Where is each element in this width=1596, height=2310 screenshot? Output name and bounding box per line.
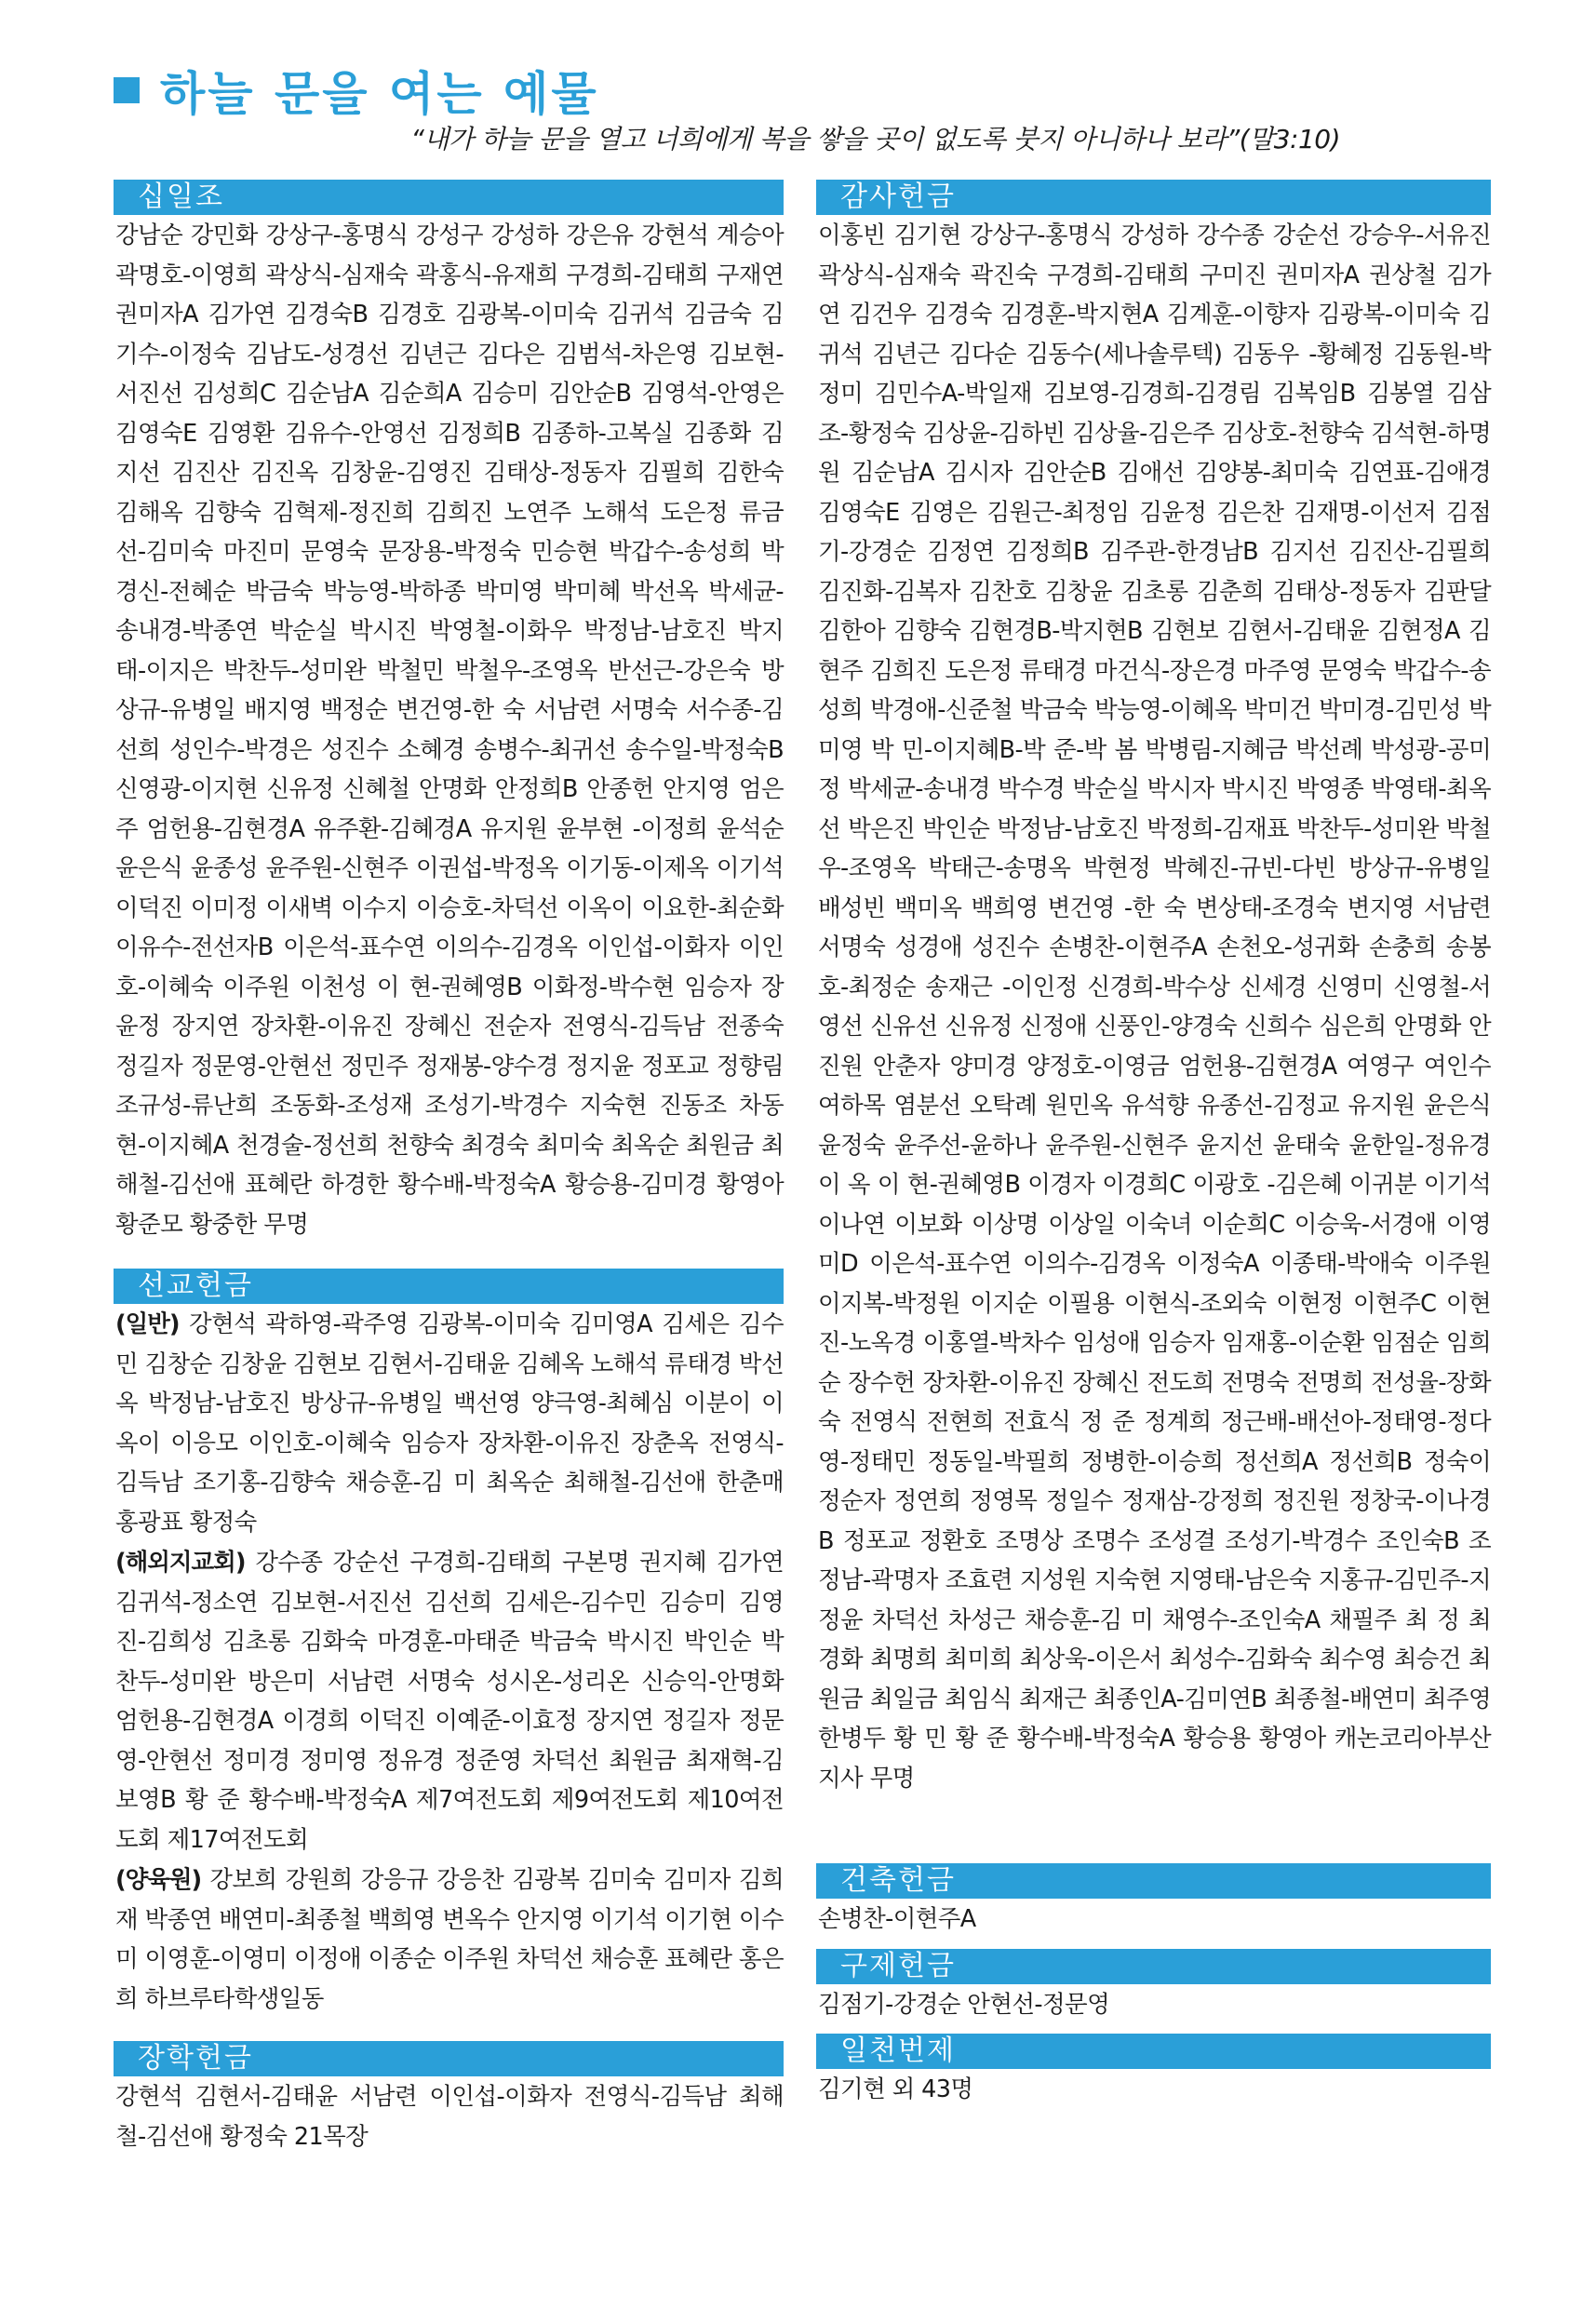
mission-nursing-block [114,1860,784,2019]
spacer [816,1798,1491,1863]
spacer [816,2024,1491,2034]
title-square-icon [114,77,140,103]
mission-overseas-names: 강수종 강순선 구경희-김태희 구본명 권지혜 김가연 김귀석-정소연 김보현-서진선 김선희 김세은-김수민 김승미 김영진-김희성 김초롱 김화숙 마경훈-마태준 박금숙 박시진 박인순 박찬두-성미완 방은미 서남련 서명숙 성시온-성리온 신승익-안명화 엄헌용-김현경A 이경희 이덕진 이예준-이효정 장지연 정길자 정문영-안현선 정미경 정미영 정유경 정준영 차덕선 최원금 최재혁-김보영B 황 준 황수배-박정숙A 제7여전도회 제9여전도회 제10여전도회 제17여전도회 [115,1549,784,1854]
thanks-names: 이홍빈 김기현 강상구-홍명식 강성하 강수종 강순선 강승우-서유진 곽상식-심재숙 곽진숙 구경희-김태희 구미진 권미자A 권상철 김가연 김건우 김경숙 김경훈-박지현A 김계훈-이향자 김광복-이미숙 김귀석 김년근 김다순 김동수(세나솔루텍) 김동우 -황혜정 김동원-박정미 김민수A-박일재 김보영-김경희-김경림 김복임B 김봉열 김삼조-황정숙 김상윤-김하빈 김상율-김은주 김상호-천향숙 김석현-하명원 김순남A 김시자 김안순B 김애선 김양봉-최미숙 김연표-김애경 김영숙E 김영은 김원근-최정임 김윤정 김은찬 김재명-이선저 김점기-강경순 김정연 김정희B 김주관-한경남B 김지선 김진산-김필희 김진화-김복자 김찬호 김창윤 김초롱 김춘희 김태상-정동자 김판달 김한아 김향숙 김현경B-박지현B 김현보 김현서-김태윤 김현정A 김현주 김희진 도은정 류태경 마건식-장은경 마주영 문영숙 박갑수-송성희 박경애-신준철 박금숙 박능영-이혜옥 박미건 박미경-김민성 박미영 박 민-이지혜B-박 준-박 봄 박병림-지혜금 박선례 박성광-공미정 박세균-송내경 박수경 박순실 박시자 박시진 박영종 박영태-최옥선 박은진 박인순 박정남-남호진 박정희-김재표 박찬두-성미완 박철우-조영옥 박태근-송명옥 박현정 박혜진-규빈-다빈 방상규-유병일 배성빈 백미옥 백희영 변건영 -한 숙 변상태-조경숙 변지영 서남련 서명숙 성경애 성진수 손병찬-이현주A 손천오-성귀화 손충희 송봉호-최정순 송재근 -이인정 신경희-박수상 신세경 신영미 신영철-서영선 신유선 신유정 신정애 신풍인-양경숙 신희수 심은희 안명화 안진원 안춘자 양미경 양정호-이영금 엄헌용-김현경A 여영구 여인수 여하목 염분선 오탁례 원민옥 유석향 유종선-김정교 유지원 윤은식 윤정숙 윤주선-윤하나 윤주원-신현주 윤지선 윤태숙 윤한일-정유경 이 옥 이 현-권혜영B 이경자 이경희C 이광호 -김은혜 이귀분 이기석 이나연 이보화 이상명 이상일 이숙녀 이순희C 이승욱-서경애 이영미D 이은석-표수연 이의수-김경옥 이정숙A 이종태-박애숙 이주원 이지복-박정원 이지순 이필용 이현식-조외숙 이현정 이현주C 이현진-노옥경 이홍열-박차수 임성애 임승자 임재홍-이순환 임점순 임희순 장수헌 장차환-이유진 장혜신 전도희 전명숙 전명희 전성율-장화숙 전영식 전현희 전효식 정 준 정계희 정근배-배선아-정태영-정다영-정태민 정동일-박필희 정병한-이승희 정선희A 정선희B 정숙이 정순자 정연희 정영목 정일수 정재삼-강정희 정진원 정창국-이나경B 정포교 정환호 조명상 조명수 조성결 조성기-박경수 조인숙B 조정남-곽명자 조효련 지성원 지숙현 지영태-남은숙 지홍규-김민주-지정윤 차덕선 차성근 채승훈-김 미 채영수-조인숙A 채필주 최 정 최경화 최명희 최미희 최상욱-이은서 최성수-김화숙 최수영 최승건 최원금 최일금 최임식 최재근 최종인A-김미연B 최종철-배연미 최주영 한병두 황 민 황 준 황수배-박정숙A 황승용 황영아 캐논코리아부산지사 무명 [818,222,1491,1793]
mission-overseas-tag: (해외지교회) [115,1549,246,1577]
spacer [114,2019,784,2041]
mission-general-names: 강현석 곽하영-곽주영 김광복-이미숙 김미영A 김세은 김수민 김창순 김창윤 김현보 김현서-김태윤 김혜옥 노해석 류태경 박선옥 박정남-남호진 방상규-유병일 백선영 양극영-최혜심 이분이 이옥이 이응모 이인호-이혜숙 임승자 장차환-이유진 장춘옥 전영식-김득남 조기홍-김향숙 채승훈-김 미 최옥순 최해철-김선애 한춘매 홍광표 황정숙 [115,1310,784,1537]
tithe-names: 강남순 강민화 강상구-홍명식 강성구 강성하 강은유 강현석 계승아 곽명호-이영희 곽상식-심재숙 곽홍식-유재희 구경희-김태희 구재연 권미자A 김가연 김경숙B 김경호 김광복-이미숙 김귀석 김금숙 김기수-이정숙 김남도-성경선 김년근 김다은 김범석-차은영 김보현-서진선 김성희C 김순남A 김순희A 김승미 김안순B 김영석-안영은 김영숙E 김영환 김유수-안영선 김정희B 김종하-고복실 김종화 김지선 김진산 김진옥 김창윤-김영진 김태상-정동자 김필희 김한숙 김해옥 김향숙 김혁제-정진희 김희진 노연주 노해석 도은정 류금선-김미숙 마진미 문영숙 문장용-박정숙 민승현 박갑수-송성희 박경신-전혜순 박금숙 박능영-박하종 박미영 박미혜 박선옥 박세균-송내경-박종연 박순실 박시진 박영철-이화우 박정남-남호진 박지태-이지은 박찬두-성미완 박철민 박철우-조영옥 반선근-강은숙 방상규-유병일 배지영 백정순 변건영-한 숙 서남련 서명숙 서수종-김선희 성인수-박경은 성진수 소혜경 송병수-최귀선 송수일-박정숙B 신영광-이지현 신유정 신혜철 안명화 안정희B 안종헌 안지영 엄은주 엄헌용-김현경A 유주환-김혜경A 유지원 윤부현 -이정희 윤석순 윤은식 윤종성 윤주원-신현주 이권섭-박정옥 이기동-이제옥 이기석 이덕진 이미정 이새벽 이수지 이승호-차덕선 이옥이 이요한-최순화 이유수-전선자B 이은석-표수연 이의수-김경옥 이인섭-이화자 이인호-이혜숙 이주원 이천성 이 현-권혜영B 이화정-박수현 임승자 장윤정 장지연 장차환-이유진 장혜신 전순자 전영식-김득남 전종숙 정길자 정문영-안현선 정민주 정재봉-양수경 정지윤 정포교 정향림 조규성-류난희 조동화-조성재 조성기-박경수 지숙현 진동조 차동현-이지혜A 천경술-정선희 천향숙 최경숙 최미숙 최옥순 최원금 최해철-김선애 표혜란 하경한 황수배-박정숙A 황승용-김미경 황영아 황준모 황중한 무명 [115,222,784,1239]
section-heading-tithe: 십일조 [114,180,784,215]
left-column [114,180,784,2156]
scholarship-names: 강현석 김현서-김태윤 서남련 이인섭-이화자 전영식-김득남 최해철-김선애 황정숙 21목장 [115,2083,784,2151]
page-title: 하늘 문을 여는 예물 [160,67,599,121]
right-column [816,180,1491,2110]
mission-names [114,1304,784,1542]
section-heading-mission: 선교헌금 [114,1269,784,1304]
thousand-names: 김기현 외 43명 [818,2075,973,2103]
bible-verse: “내가 하늘 문을 열고 너희에게 복을 쌓을 곳이 없도록 붓지 아니하나 보라”(말3:10) [410,124,1340,154]
spacer [114,1244,784,1269]
relief-names: 김점기-강경순 안현선-정문영 [818,1990,1110,2019]
spacer [816,1940,1491,1949]
mission-nursing-tag: (양육원) [115,1866,202,1894]
building-names: 손병찬-이현주A [818,1905,976,1933]
section-heading-building: 건축헌금 [816,1863,1491,1899]
mission-nursing-names: 강보희 강원희 강응규 강응찬 김광복 김미숙 김미자 김희재 박종연 배연미-최종철 백희영 변옥수 안지영 이기석 이기현 이수미 이영훈-이영미 이정애 이종순 이주원 차덕선 채승훈 표혜란 홍은희 하브루타학생일동 [115,1866,784,2013]
section-heading-thanks: 감사헌금 [816,180,1491,215]
mission-overseas-block [114,1542,784,1860]
mission-general-tag: (일반) [115,1310,180,1338]
section-heading-thousand: 일천번제 [816,2034,1491,2069]
section-heading-scholarship: 장학헌금 [114,2041,784,2076]
page-title-row [114,58,599,123]
section-heading-relief: 구제헌금 [816,1949,1491,1984]
